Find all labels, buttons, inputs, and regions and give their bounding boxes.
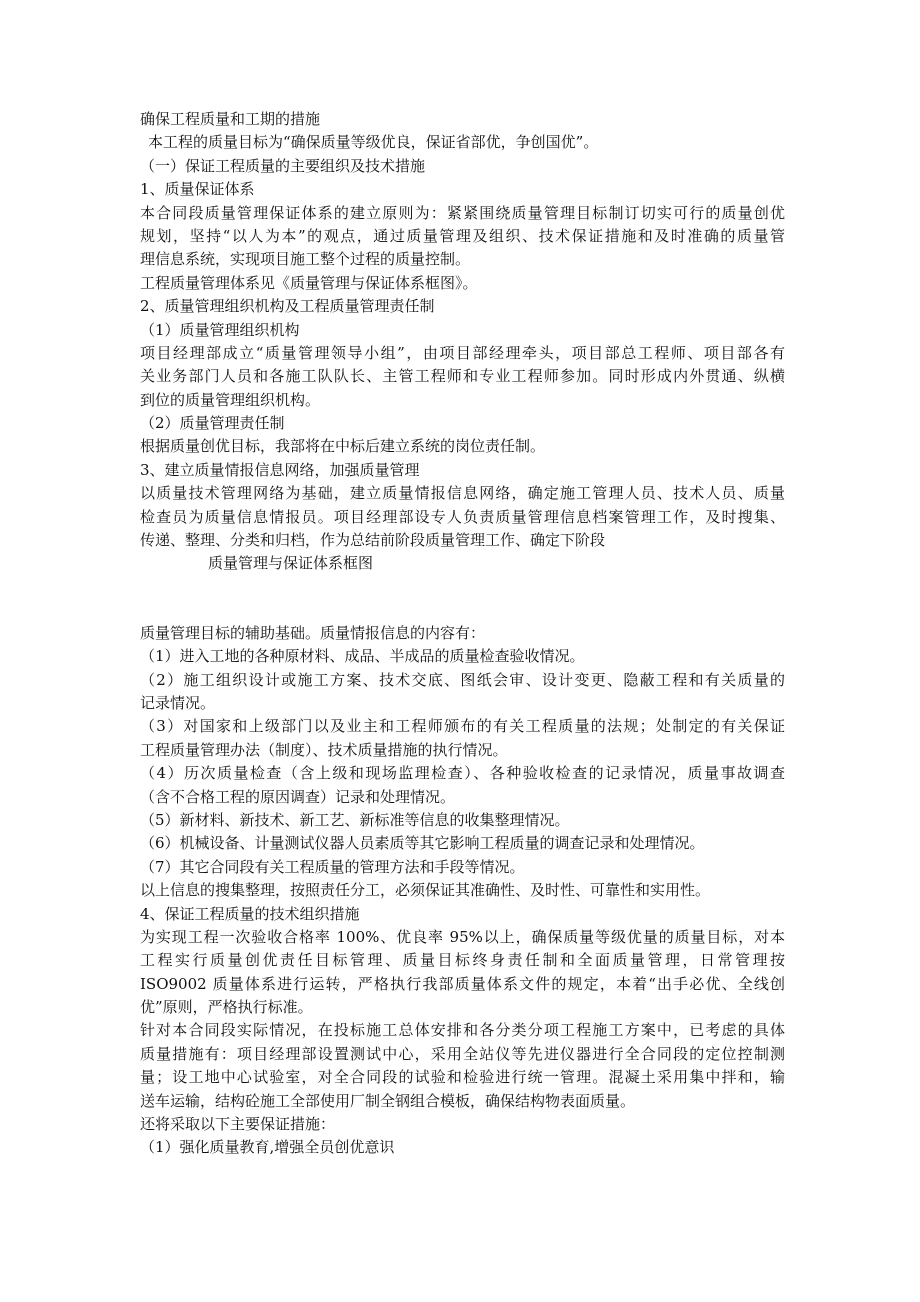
text-line: （含不合格工程的原因调查）记录和处理情况。 xyxy=(140,787,456,806)
text-line: （1）进入工地的各种原材料、成品、半成品的质量检查验收情况。 xyxy=(140,647,585,666)
text-line: 1、质量保证体系 xyxy=(140,180,255,199)
text-line: 还将采取以下主要保证措施： xyxy=(140,1115,336,1134)
text-line: 质量措施有：项目经理部设置测试中心，采用全站仪等先进仪器进行全合同段的定位控制测 xyxy=(140,1044,785,1063)
text-line: （2）施工组织设计或施工方案、技术交底、图纸会审、设计变更、隐蔽工程和有关质量的 xyxy=(140,670,785,689)
text-line: 传递、整理、分类和归档，作为总结前阶段质量管理工作、确定下阶段 xyxy=(140,531,606,550)
text-line: ISO9002 质量体系进行运转，严格执行我部质量体系文件的规定，本着“出手必优、全线创 xyxy=(140,974,785,993)
text-line: 到位的质量管理组织机构。 xyxy=(140,390,321,409)
text-line: 针对本合同段实际情况，在投标施工总体安排和各分类分项工程施工方案中，已考虑的具体 xyxy=(140,1021,785,1040)
text-line: 2、质量管理组织机构及工程质量管理责任制 xyxy=(140,297,435,316)
text-line: 质量管理与保证体系框图 xyxy=(208,554,374,573)
text-line: 记录情况。 xyxy=(140,693,216,712)
text-line: 量；设工地中心试验室，对全合同段的试验和检验进行统一管理。混凝土采用集中拌和，输 xyxy=(140,1068,785,1087)
text-line: （7）其它合同段有关工程质量的管理方法和手段等情况。 xyxy=(140,857,525,876)
text-line: （一）保证工程质量的主要组织及技术措施 xyxy=(140,156,426,175)
text-line: （5）新材料、新技术、新工艺、新标准等信息的收集整理情况。 xyxy=(140,810,570,829)
text-line: 确保工程质量和工期的措施 xyxy=(140,110,321,128)
text-line: 本工程的质量目标为“确保质量等级优良，保证省部优，争创国优”。 xyxy=(148,133,599,152)
blank-space xyxy=(140,576,785,622)
text-line: 检查员为质量信息情报员。项目经理部设专人负责质量管理信息档案管理工作，及时搜集、 xyxy=(140,507,785,526)
text-line: （3）对国家和上级部门以及业主和工程师颁布的有关工程质量的法规；处制定的有关保证 xyxy=(140,717,785,736)
text-line: 以质量技术管理网络为基础，建立质量情报信息网络，确定施工管理人员、技术人员、质量 xyxy=(140,484,785,503)
text-line: 优”原则，严格执行标准。 xyxy=(140,998,313,1017)
document-body xyxy=(140,108,785,1160)
text-line: 为实现工程一次验收合格率 100%、优良率 95%以上，确保质量等级优量的质量目标，对本 xyxy=(140,927,785,946)
text-line: 工程质量管理办法（制度）、技术质量措施的执行情况。 xyxy=(140,740,508,759)
text-line: 质量管理目标的辅助基础。质量情报信息的内容有： xyxy=(140,623,486,642)
text-line: （4）历次质量检查（含上级和现场监理检查）、各种验收检查的记录情况，质量事故调查 xyxy=(140,764,785,783)
text-line: 项目经理部成立“质量管理领导小组”，由项目部经理牵头，项目部总工程师、项目部各有 xyxy=(140,343,785,362)
text-line: 工程质量管理体系见《质量管理与保证体系框图》。 xyxy=(140,273,478,292)
text-line: 理信息系统，实现项目施工整个过程的质量控制。 xyxy=(140,250,471,269)
text-line: 本合同段质量管理保证体系的建立原则为：紧紧围绕质量管理目标制订切实可行的质量创优 xyxy=(140,203,785,222)
text-line: 规划，坚持“以人为本”的观点，通过质量管理及组织、技术保证措施和及时准确的质量管 xyxy=(140,226,785,245)
text-line: （1）质量管理组织机构 xyxy=(140,320,300,339)
text-line: （2）质量管理责任制 xyxy=(140,414,285,433)
text-line: 工程实行质量创优责任目标管理、质量目标终身责任制和全面质量管理，日常管理按 xyxy=(140,951,785,970)
text-line: （1）强化质量教育,增强全员创优意识 xyxy=(140,1138,395,1157)
text-line: 关业务部门人员和各施工队队长、主管工程师和专业工程师参加。同时形成内外贯通、纵横 xyxy=(140,367,785,386)
text-line: 以上信息的搜集整理，按照责任分工，必须保证其准确性、及时性、可靠性和实用性。 xyxy=(140,881,711,900)
text-line: 3、建立质量情报信息网络，加强质量管理 xyxy=(140,460,420,479)
text-line: （6）机械设备、计量测试仪器人员素质等其它影响工程质量的调查记录和处理情况。 xyxy=(140,834,705,853)
text-line: 4、保证工程质量的技术组织措施 xyxy=(140,904,360,923)
text-line: 送车运输，结构砼施工全部使用厂制全钢组合模板，确保结构物表面质量。 xyxy=(140,1091,636,1110)
text-line: 根据质量创优目标，我部将在中标后建立系统的岗位责任制。 xyxy=(140,437,546,456)
